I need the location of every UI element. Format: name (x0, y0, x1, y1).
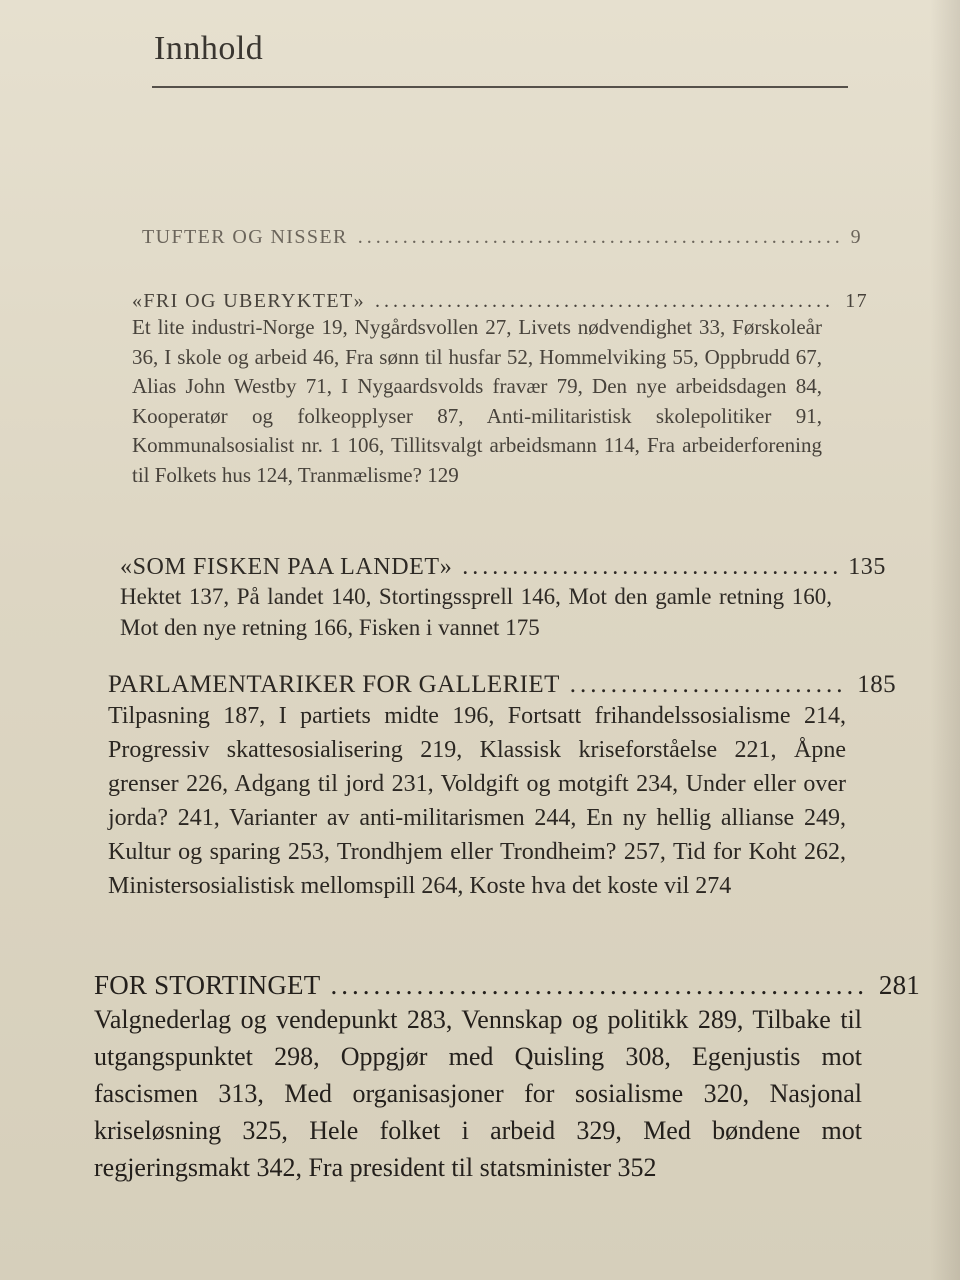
section-page-number: 17 (845, 290, 868, 312)
page-edge-shadow (930, 0, 960, 1280)
section-page-number: 281 (878, 970, 920, 1000)
section-entries: Et lite industri-Norge 19, Nygårdsvollen 27, Livets nødvendighet 33, Førskoleår 36, I skole og arbeid 46, Fra sønn til husfar 52, Hommelviking 55, Oppbrudd 67, Alias John Westby 71, I Nygaardsvolds fravær 79, Den nye arbeidsdagen 84, Kooperatør og folkeopplyser 87, Anti-militaristisk skolepolitiker 91, Kommunalsosialist nr. 1 106, Tillitsvalgt arbeidsmann 114, Fra arbeiderforening til Folkets hus 124, Tranmælisme? 129 (132, 315, 822, 487)
section-heading: «FRI OG UBERYKTET» (132, 290, 365, 312)
section-page-number: 185 (857, 671, 896, 698)
section-heading: PARLAMENTARIKER FOR GALLERIET (108, 671, 560, 698)
toc-section (142, 226, 862, 249)
section-heading: FOR STORTINGET (94, 970, 321, 1000)
section-heading: TUFTER OG NISSER (142, 226, 348, 248)
title-rule (152, 86, 848, 88)
dot-leader (330, 970, 868, 1001)
section-heading-row (108, 671, 896, 699)
dot-leader (375, 290, 835, 313)
section-page-number: 9 (850, 226, 862, 248)
dot-leader (358, 226, 841, 249)
toc-section (132, 290, 868, 490)
toc-section (108, 671, 896, 903)
page-title: Innhold (154, 30, 264, 67)
section-heading-row (94, 970, 920, 1001)
section-heading: «SOM FISKEN PAA LANDET» (120, 554, 453, 580)
toc-section (120, 554, 886, 643)
section-entries: Tilpasning 187, I partiets midte 196, Fortsatt frihandelssosialisme 214, Progressiv skattesosialisering 219, Klassisk kriseforståelse 221, Åpne grenser 226, Adgang til jord 231, Voldgift og motgift 234, Under eller over jorda? 241, Varianter av anti-militarismen 244, En ny hellig allianse 249, Kultur og sparing 253, Trondhjem eller Trondheim? 257, Tid for Koht 262, Ministersosialistisk mellomspill 264, Koste hva det koste vil 274 (108, 703, 846, 899)
section-heading-row (132, 290, 868, 313)
toc-section (94, 970, 920, 1186)
section-page-number: 135 (848, 554, 886, 580)
dot-leader (570, 671, 848, 699)
section-entries: Hektet 137, På landet 140, Stortingssprell 146, Mot den gamle retning 160, Mot den nye retning 166, Fisken i vannet 175 (120, 584, 832, 640)
section-heading-row (142, 226, 862, 249)
dot-leader (462, 554, 838, 581)
section-entries: Valgnederlag og vendepunkt 283, Vennskap og politikk 289, Tilbake til utgangspunktet 298, Oppgjør med Quisling 308, Egenjustis mot fascismen 313, Med organisasjoner for sosialisme 320, Nasjonal kriseløsning 325, Hele folket i arbeid 329, Med bøndene mot regjeringsmakt 342, Fra president til statsminister 352 (94, 1005, 862, 1182)
section-heading-row (120, 554, 886, 581)
